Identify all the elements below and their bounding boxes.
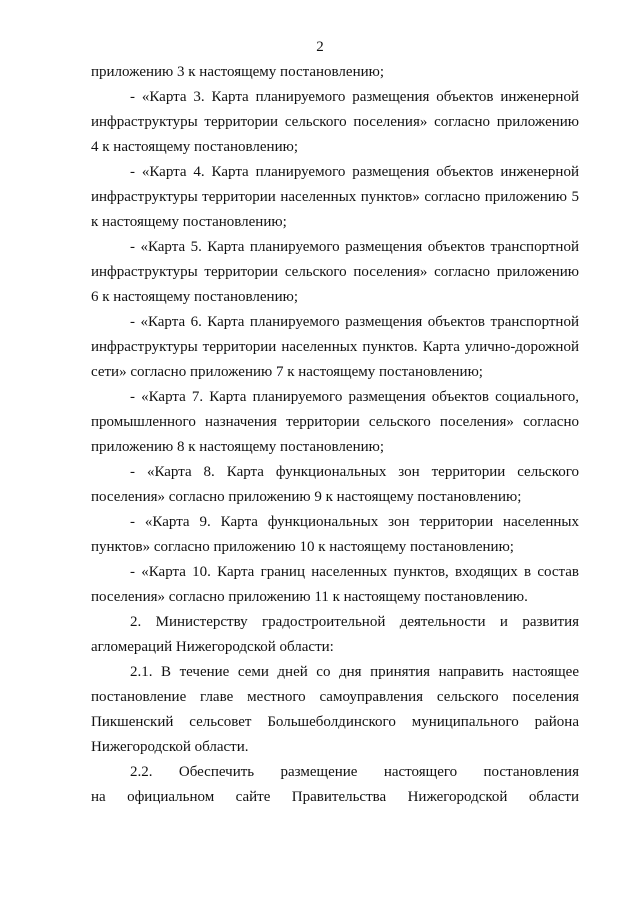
paragraph-karta-3 [91, 85, 579, 160]
paragraph-karta-4 [91, 160, 579, 235]
paragraph-karta-7 [91, 385, 579, 460]
paragraph-karta-8 [91, 460, 579, 510]
text-line: приложению 8 к настоящему постановлению; [91, 439, 384, 455]
text-line: - «Карта 6. Карта планируемого размещения объектов транспортной [130, 314, 579, 330]
text-line: Пикшенский сельсовет Большеболдинского муниципального района [91, 714, 579, 730]
page-number: 2 [316, 39, 324, 55]
paragraph-karta-5 [91, 235, 579, 310]
text-line: агломераций Нижегородской области: [91, 639, 334, 655]
text-line: инфраструктуры территории населенных пунктов» согласно приложению 5 [91, 189, 579, 205]
paragraph-karta-9 [91, 510, 579, 560]
text-line: инфраструктуры территории сельского поселения» согласно приложению [91, 264, 579, 280]
text-line: приложению 3 к настоящему постановлению; [91, 64, 384, 80]
text-line: поселения» согласно приложению 11 к настоящему постановлению. [91, 589, 528, 605]
text-line: Нижегородской области. [91, 739, 249, 755]
text-line: сети» согласно приложению 7 к настоящему постановлению; [91, 364, 483, 380]
text-line: - «Карта 10. Карта границ населенных пунктов, входящих в состав [130, 564, 579, 580]
text-line: промышленного назначения территории сельского поселения» согласно [91, 414, 579, 430]
document-body [91, 60, 579, 810]
text-line: инфраструктуры территории сельского поселения» согласно приложению [91, 114, 579, 130]
text-line: поселения» согласно приложению 9 к настоящему постановлению; [91, 489, 522, 505]
text-line: пунктов» согласно приложению 10 к настоящему постановлению; [91, 539, 514, 555]
paragraph-punkt-2-2 [91, 760, 579, 810]
paragraph-karta-10 [91, 560, 579, 610]
text-line: - «Карта 3. Карта планируемого размещения объектов инженерной [130, 89, 579, 105]
text-line: на официальном сайте Правительства Нижегородской области [91, 789, 579, 805]
paragraph-cont-prilozhenie-3 [91, 60, 579, 85]
paragraph-punkt-2 [91, 610, 579, 660]
text-line: - «Карта 4. Карта планируемого размещения объектов инженерной [130, 164, 579, 180]
paragraph-punkt-2-1 [91, 660, 579, 760]
text-line: - «Карта 8. Карта функциональных зон территории сельского [130, 464, 579, 480]
text-line: 6 к настоящему постановлению; [91, 289, 298, 305]
text-line: постановление главе местного самоуправления сельского поселения [91, 689, 579, 705]
text-line: - «Карта 9. Карта функциональных зон территории населенных [130, 514, 579, 530]
text-line: - «Карта 7. Карта планируемого размещения объектов социального, [130, 389, 579, 405]
text-line: к настоящему постановлению; [91, 214, 287, 230]
text-line: 2.2. Обеспечить размещение настоящего постановления [130, 764, 579, 780]
text-line: 2.1. В течение семи дней со дня принятия направить настоящее [130, 664, 579, 680]
text-line: 4 к настоящему постановлению; [91, 139, 298, 155]
paragraph-karta-6 [91, 310, 579, 385]
text-line: инфраструктуры территории населенных пунктов. Карта улично-дорожной [91, 339, 579, 355]
text-line: 2. Министерству градостроительной деятельности и развития [130, 614, 579, 630]
text-line: - «Карта 5. Карта планируемого размещения объектов транспортной [130, 239, 579, 255]
